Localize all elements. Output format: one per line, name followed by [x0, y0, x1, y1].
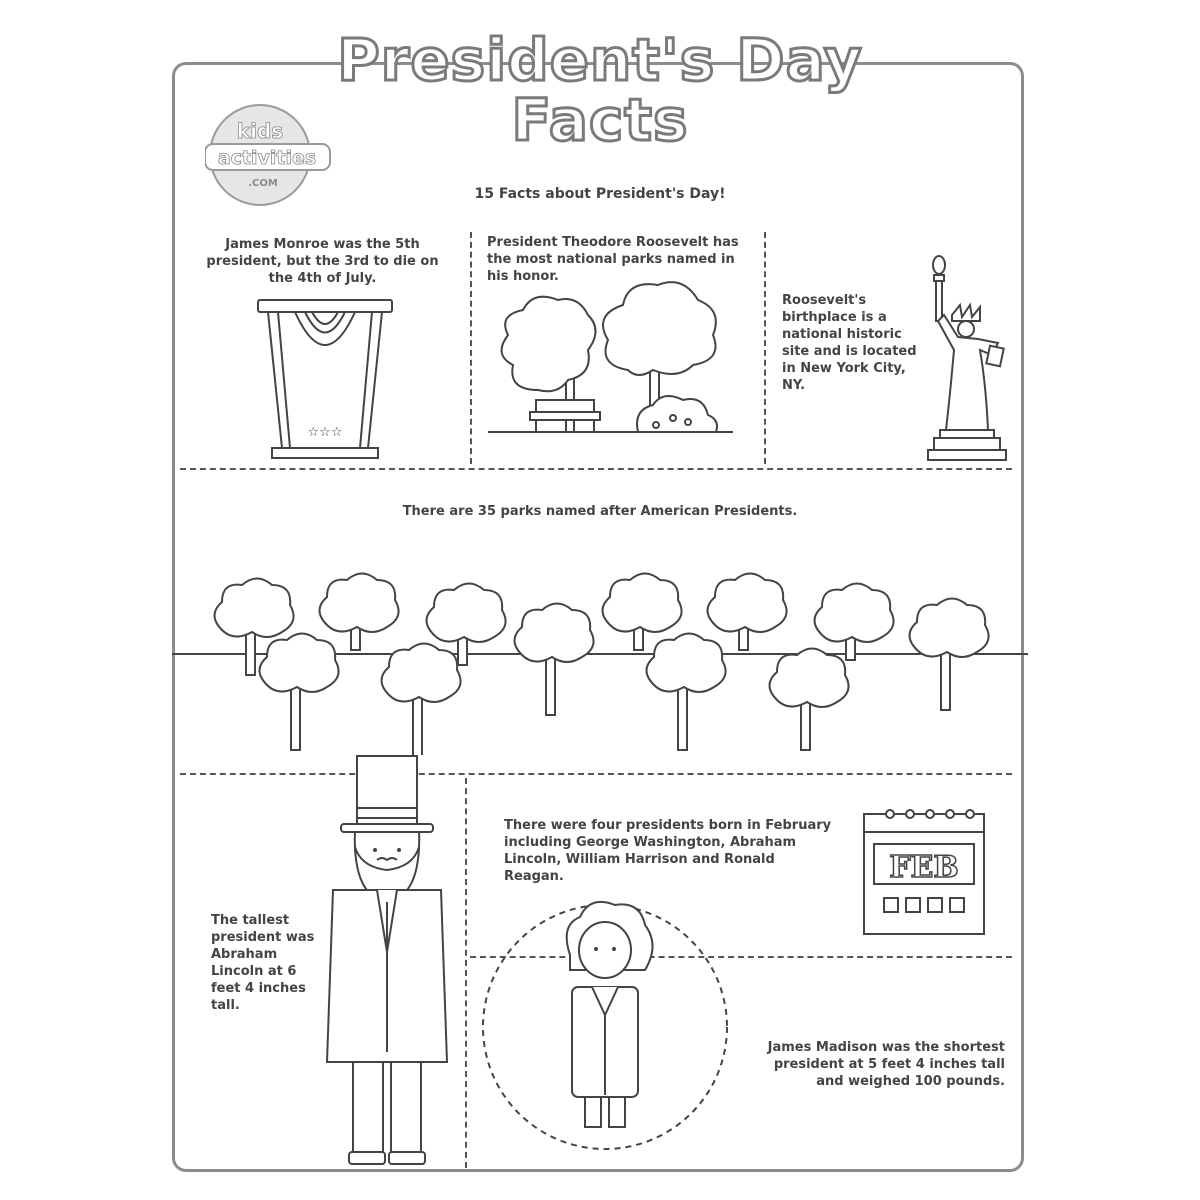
tree-row-icon: [172, 570, 1028, 755]
statue-of-liberty-icon: [922, 255, 1012, 465]
madison-figure-icon: [480, 895, 730, 1165]
page-subtitle: 15 Facts about President's Day!: [474, 186, 726, 202]
divider-top-left: [470, 232, 472, 464]
podium-icon: [250, 298, 400, 460]
lincoln-figure-icon: [325, 752, 455, 1170]
fact-tallest: The tallest president was Abraham Lincoln at 6 feet 4 inches tall.: [211, 913, 315, 1013]
calendar-icon: [860, 802, 990, 938]
page-title: [300, 26, 900, 154]
fact-roosevelt-birthplace: Roosevelt's birthplace is a national historic site and is located in New York City, NY.: [782, 293, 917, 393]
logo-text-com: .COM: [248, 178, 278, 189]
fact-roosevelt-parks: President Theodore Roosevelt has the most national parks named in his honor.: [487, 235, 739, 284]
svg-text:☆☆☆: ☆☆☆: [307, 425, 343, 440]
fact-shortest: James Madison was the shortest president at 5 feet 4 inches tall and weighed 100 pounds.: [767, 1040, 1005, 1089]
kids-activities-logo: [205, 100, 335, 210]
divider-top: [180, 468, 1012, 470]
logo-text-kids: kids: [236, 119, 284, 143]
divider-top-right: [764, 232, 766, 464]
logo-text-activities: activities: [217, 147, 317, 169]
fact-monroe: James Monroe was the 5th president, but the 3rd to die on the 4th of July.: [206, 237, 439, 286]
title-line-1: President's Day: [337, 26, 863, 94]
fact-parks-count: There are 35 parks named after American Presidents.: [402, 504, 798, 519]
calendar-month: FEB: [889, 850, 959, 885]
title-line-2: Facts: [511, 86, 689, 154]
divider-bottom-left: [465, 778, 467, 1168]
park-trees-icon: [488, 270, 733, 445]
fact-february: There were four presidents born in February including George Washington, Abraham Lincoln, William Harrison and Ronald Reagan.: [504, 818, 832, 884]
divider-bottom: [180, 773, 1012, 775]
